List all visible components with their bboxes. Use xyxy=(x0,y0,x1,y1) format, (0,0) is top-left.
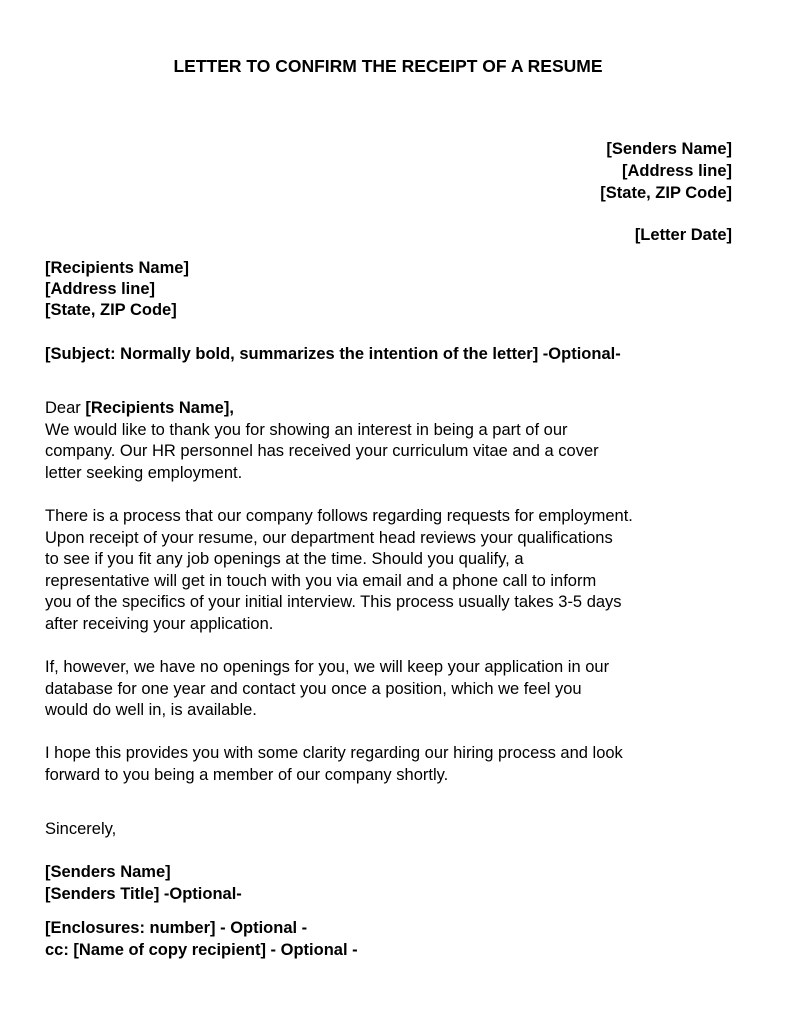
recipient-block xyxy=(45,258,189,321)
paragraph-2-line: Upon receipt of your resume, our department head reviews your qualifications xyxy=(45,528,613,547)
recipient-address: [Address line] xyxy=(45,280,156,298)
paragraph-3-line: If, however, we have no openings for you, we will keep your application in our xyxy=(45,658,610,676)
signature-block xyxy=(45,862,242,905)
salutation-greeting: Dear xyxy=(45,399,81,417)
paragraph-4 xyxy=(45,743,745,786)
paragraph-1-line: company. Our HR personnel has received your curriculum vitae and a cover xyxy=(45,442,599,461)
subject-line: [Subject: Normally bold, summarizes the intention of the letter] -Optional- xyxy=(45,345,621,363)
paragraph-2-line: to see if you fit any job openings at the time. Should you qualify, a xyxy=(45,550,524,569)
sender-state-zip: [State, ZIP Code] xyxy=(600,184,732,202)
signature-name: [Senders Name] xyxy=(45,863,171,881)
paragraph-1-line: We would like to thank you for showing an interest in being a part of our xyxy=(45,420,568,439)
paragraph-2-line: representative will get in touch with you via email and a phone call to inform xyxy=(45,571,597,590)
paragraph-2-line: you of the specifics of your initial interview. This process usually takes 3-5 days xyxy=(45,593,622,612)
paragraph-3-line: database for one year and contact you once a position, which we feel you xyxy=(45,679,582,698)
paragraph-4-line: I hope this provides you with some clarity regarding our hiring process and look xyxy=(45,744,623,762)
letter-date: [Letter Date] xyxy=(634,226,732,244)
salutation-name: [Recipients Name], xyxy=(85,399,234,417)
recipient-name: [Recipients Name] xyxy=(45,259,189,277)
sender-name: [Senders Name] xyxy=(606,140,732,158)
cc-line: cc: [Name of copy recipient] - Optional - xyxy=(45,940,358,959)
paragraph-3 xyxy=(45,657,745,722)
enclosures-block xyxy=(45,918,358,961)
paragraph-2-line: There is a process that our company follows regarding requests for employment. xyxy=(45,507,633,525)
paragraph-2 xyxy=(45,506,745,636)
paragraph-4-line: forward to you being a member of our company shortly. xyxy=(45,765,449,784)
signature-title: [Senders Title] -Optional- xyxy=(45,884,242,903)
closing: Sincerely, xyxy=(45,820,117,838)
letter-title: LETTER TO CONFIRM THE RECEIPT OF A RESUME xyxy=(173,56,603,76)
recipient-state-zip: [State, ZIP Code] xyxy=(45,301,177,319)
enclosures-line: [Enclosures: number] - Optional - xyxy=(45,919,308,937)
sender-block xyxy=(600,138,732,204)
paragraph-2-line: after receiving your application. xyxy=(45,614,274,633)
sender-address: [Address line] xyxy=(621,162,732,180)
paragraph-1-line: letter seeking employment. xyxy=(45,463,243,482)
paragraph-3-line: would do well in, is available. xyxy=(45,701,257,720)
salutation-paragraph xyxy=(45,398,745,484)
salutation xyxy=(45,398,745,420)
